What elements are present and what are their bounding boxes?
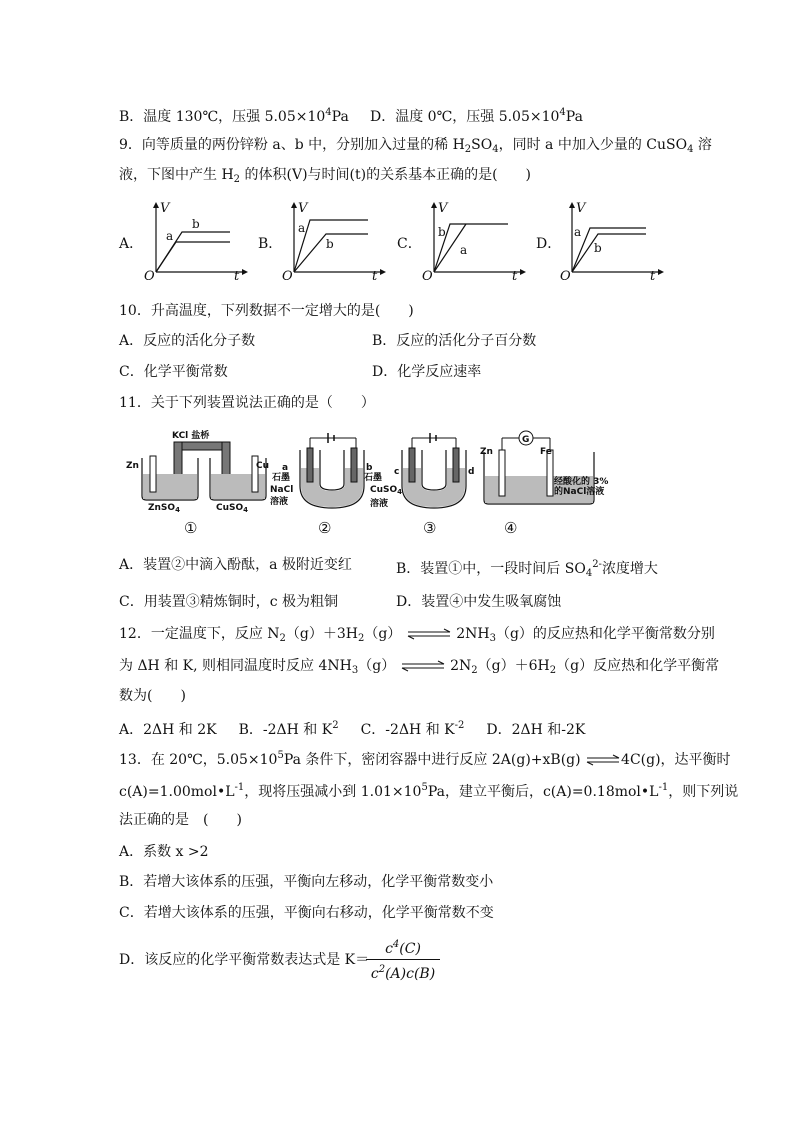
origin-label: O xyxy=(144,269,155,284)
equilibrium-constant-fraction xyxy=(366,936,440,984)
q12-option-a: A．2ΔH 和 2K xyxy=(119,722,217,738)
nacl-label: NaCl xyxy=(270,485,294,495)
q12-option-d: D．2ΔH 和-2K xyxy=(486,722,586,738)
equilibrium-arrow-icon xyxy=(585,754,621,766)
q11-option-d: D．装置④中发生吸氧腐蚀 xyxy=(396,594,562,610)
fraction-numerator: $c^4(C)$ xyxy=(366,936,440,960)
q12-stem-line1: 12．一定温度下，反应 $N_2(g)+3H_2(g)$ $2NH_3(g)$的反应热和化学平衡常数分别 xyxy=(119,626,715,644)
axis-v-label: V xyxy=(576,201,586,216)
origin-label: O xyxy=(282,269,293,284)
q9-graph-d xyxy=(558,198,668,282)
electrode-a-label: a xyxy=(282,463,289,473)
q8-option-d: D．温度 0℃，压强 $5.05\times 10^4Pa$ xyxy=(370,107,583,125)
cu-electrode-label: Cu xyxy=(256,461,270,471)
graphite-left-label: 石墨 xyxy=(272,473,291,483)
electrode-c-label: c xyxy=(394,467,400,477)
q13-option-b: B．若增大该体系的压强，平衡向左移动，化学平衡常数变小 xyxy=(119,874,494,890)
apparatus-2-nacl-electrolysis xyxy=(268,428,383,516)
q9-graph-c-label: C． xyxy=(397,236,422,252)
zn-electrode-label: Zn xyxy=(126,461,139,471)
apparatus-4-number: ④ xyxy=(504,519,518,537)
nacl-solution-label: 的NaCl溶液 xyxy=(554,487,605,497)
q12-option-c: C．-2ΔH 和 $K^{-2}$ xyxy=(360,720,465,738)
q9-graph-b xyxy=(280,198,390,282)
apparatus-3-copper-refining xyxy=(368,428,478,516)
q10-option-b: B．反应的活化分子百分数 xyxy=(372,333,537,349)
electrode-d-label: d xyxy=(468,467,475,477)
q13-stem-line2: $c(A)=1.00mol•L^{-1}$，现将压强减小到 $1.01\times 10^5Pa$，建立平衡后，$c(A)=0.18mol•L^{-1}$，则下列说 xyxy=(119,782,739,800)
znso4-label: ZnSO$_4$ xyxy=(148,503,180,514)
axis-t-label: t xyxy=(512,269,518,284)
curve-a-label: a xyxy=(166,229,174,243)
q9-graph-c xyxy=(420,198,530,282)
fraction-denominator: $c^2(A)c(B)$ xyxy=(370,964,436,982)
q9-stem-line2: 液，下图中产生 $H_2$ 的体积(V)与时间(t)的关系基本正确的是( ) xyxy=(119,167,532,185)
q12-stem-line2: 为 ΔH 和 K, 则相同温度时反应 $4NH_3(g)$ $2N_2(g)+6H_2(g)$反应热和化学平衡常 xyxy=(119,658,720,676)
q13-stem-line1: 13．在 20℃，$5.05\times 10^5Pa$ 条件下，密闭容器中进行反应 2A(g)+xB(g) 4C(g)，达平衡时 xyxy=(119,750,731,768)
q10-stem: 10．升高温度，下列数据不一定增大的是( ) xyxy=(119,303,414,319)
q12-option-b: B．-2ΔH 和 $K^2$ xyxy=(238,720,339,738)
galvanometer-label: G xyxy=(522,435,530,445)
apparatus-3-number: ③ xyxy=(423,519,437,537)
acidified-label: 经酸化的 3% xyxy=(554,477,609,487)
curve-b-label: b xyxy=(326,237,334,251)
q9-graph-a-label: A． xyxy=(119,236,144,252)
q10-option-d: D．化学反应速率 xyxy=(372,364,482,380)
axis-t-label: t xyxy=(372,269,378,284)
equilibrium-arrow-icon xyxy=(406,628,452,640)
q9-graph-d-label: D． xyxy=(536,236,562,252)
curve-b-label: b xyxy=(594,241,602,255)
apparatus-4-corrosion-cell xyxy=(478,428,609,516)
curve-a-label: a xyxy=(460,243,468,257)
curve-a-label: a xyxy=(298,221,306,235)
curve-b-label: b xyxy=(438,225,446,239)
axis-t-label: t xyxy=(650,269,656,284)
curve-a-label: a xyxy=(574,225,582,239)
q11-option-b: B．装置①中，一段时间后 $SO_4^{2-}$浓度增大 xyxy=(396,559,658,579)
cuso4-label: CuSO$_4$ xyxy=(370,485,403,496)
q11-option-a: A．装置②中滴入酚酞，a 极附近变红 xyxy=(119,557,352,573)
q11-stem: 11．关于下列装置说法正确的是（ ） xyxy=(119,395,375,411)
graphite-right-label: 石墨 xyxy=(364,473,383,483)
solution-label: 溶液 xyxy=(270,497,289,507)
q10-option-c: C．化学平衡常数 xyxy=(119,364,228,380)
q12-stem-line3: 数为( ) xyxy=(119,688,186,704)
q10-option-a: A．反应的活化分子数 xyxy=(119,333,256,349)
cuso4-label: CuSO$_4$ xyxy=(216,503,249,514)
q13-option-a: A．系数 x >2 xyxy=(119,844,209,860)
axis-v-label: V xyxy=(298,201,308,216)
fe-label: Fe xyxy=(540,447,552,457)
q9-graph-a xyxy=(142,198,252,282)
q13-option-d: D．该反应的化学平衡常数表达式是 K＝ xyxy=(119,952,370,968)
zn-label: Zn xyxy=(480,447,493,457)
q13-option-c: C．若增大该体系的压强，平衡向右移动，化学平衡常数不变 xyxy=(119,905,494,921)
q13-stem-line3: 法正确的是 ( ) xyxy=(119,812,242,828)
q11-option-c: C．用装置③精炼铜时，c 极为粗铜 xyxy=(119,594,339,610)
q9-graph-b-label: B． xyxy=(258,236,283,252)
curve-b-label: b xyxy=(192,217,200,231)
axis-t-label: t xyxy=(234,269,240,284)
axis-v-label: V xyxy=(438,201,448,216)
salt-bridge-label: KCl 盐桥 xyxy=(172,431,210,441)
apparatus-1-salt-bridge-cell xyxy=(124,428,284,514)
solution-label: 溶液 xyxy=(370,499,389,509)
q9-stem-line1: 9．向等质量的两份锌粉 a、b 中，分别加入过量的稀 $H_2SO_4$，同时 a 中加入少量的 CuSO$_4$ 溶 xyxy=(119,137,712,155)
origin-label: O xyxy=(560,269,571,284)
apparatus-2-number: ② xyxy=(318,519,332,537)
origin-label: O xyxy=(422,269,433,284)
apparatus-1-number: ① xyxy=(184,519,198,537)
q12-options xyxy=(119,716,585,740)
axis-v-label: V xyxy=(160,201,170,216)
electrode-b-label: b xyxy=(366,463,373,473)
equilibrium-arrow-icon xyxy=(400,660,446,672)
q8-option-b: B．温度 130℃，压强 $5.05\times 10^4Pa$ xyxy=(119,107,349,125)
